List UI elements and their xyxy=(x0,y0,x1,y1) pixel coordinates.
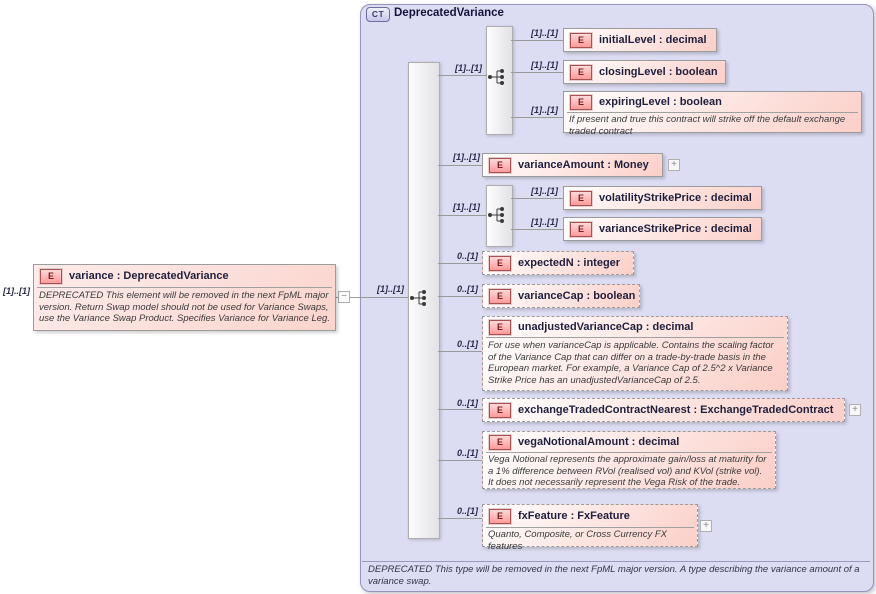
element-icon: E xyxy=(489,289,511,304)
cardinality-label: 0..[1] xyxy=(456,448,478,458)
element-icon: E xyxy=(570,65,592,80)
annotation-text: If present and true this contract will strike off the default exchange traded contract xyxy=(569,114,846,137)
element-icon: E xyxy=(489,320,511,335)
cardinality-label: [1]..[1] xyxy=(453,202,480,212)
element-icon: E xyxy=(570,95,592,110)
element-icon: E xyxy=(570,222,592,237)
complex-type-annotation: DEPRECATED This type will be removed in the next FpML major version. A type describing the variance amount of a variance swap. xyxy=(368,564,860,587)
cardinality-label: 0..[1] xyxy=(456,506,478,516)
element-varianceStrikePrice[interactable] xyxy=(563,217,762,241)
connector-line xyxy=(438,165,482,166)
element-label: unadjustedVarianceCap : decimal xyxy=(518,321,694,333)
connector-line xyxy=(511,198,563,199)
connector-line xyxy=(438,263,482,264)
element-icon: E xyxy=(570,191,592,206)
sequence-icon xyxy=(487,205,509,225)
element-label: volatilityStrikePrice : decimal xyxy=(599,192,752,204)
connector-line xyxy=(511,229,563,230)
element-expectedN[interactable] xyxy=(482,251,634,275)
complex-type-title: DeprecatedVariance xyxy=(394,7,504,19)
cardinality-label: [1]..[1] xyxy=(3,286,30,296)
annotation-text: Quanto, Composite, or Cross Currency FX features xyxy=(488,529,667,552)
expand-toggle[interactable]: + xyxy=(700,520,712,532)
cardinality-label: 0..[1] xyxy=(456,339,478,349)
cardinality-label: [1]..[1] xyxy=(531,60,558,70)
element-unadjustedVarianceCap[interactable] xyxy=(482,316,788,391)
element-vegaNotionalAmount[interactable] xyxy=(482,431,776,489)
connector-line xyxy=(438,296,482,297)
cardinality-label: [1]..[1] xyxy=(531,28,558,38)
cardinality-label: 0..[1] xyxy=(456,251,478,261)
element-initialLevel[interactable] xyxy=(563,28,717,52)
element-label: initialLevel : decimal xyxy=(599,34,707,46)
element-label: varianceStrikePrice : decimal xyxy=(599,223,752,235)
element-volatilityStrikePrice[interactable] xyxy=(563,186,762,210)
connector-line xyxy=(438,75,486,76)
expand-toggle[interactable]: + xyxy=(849,404,861,416)
element-fxFeature[interactable] xyxy=(482,504,698,552)
element-label: exchangeTradedContractNearest : ExchangeTradedContract xyxy=(518,404,834,416)
annotation-text: For use when varianceCap is applicable. Contains the scaling factor of the Variance Cap that can differ on a trade-by-trade basis in the European market. For example, a Variance Cap of 2.5^2 x Variance Strike Price has an unadjustedVarianceCap of 2.5. xyxy=(488,340,774,386)
expand-toggle[interactable]: + xyxy=(668,159,680,171)
sequence-icon xyxy=(487,67,509,87)
cardinality-label: [1]..[1] xyxy=(531,217,558,227)
cardinality-label: [1]..[1] xyxy=(455,63,482,73)
element-icon: E xyxy=(489,509,511,524)
connector-line xyxy=(511,117,563,118)
sequence-icon xyxy=(409,288,431,308)
connector-line xyxy=(511,72,563,73)
element-label: expectedN : integer xyxy=(518,257,621,269)
element-label: fxFeature : FxFeature xyxy=(518,510,630,522)
connector-line xyxy=(438,215,486,216)
element-label: expiringLevel : boolean xyxy=(599,96,722,108)
element-icon: E xyxy=(489,403,511,418)
connector-line xyxy=(438,351,482,352)
collapse-toggle[interactable]: − xyxy=(338,291,350,303)
element-label: closingLevel : boolean xyxy=(599,66,718,78)
cardinality-label: 0..[1] xyxy=(456,284,478,294)
cardinality-label: 0..[1] xyxy=(456,398,478,408)
annotation-text: DEPRECATED This element will be removed in the next FpML major version. Return Swap model should not be used for Variance Swaps, use the Variance Swap Product. Specifies Variance for Variance Leg. xyxy=(39,290,330,324)
cardinality-label: [1]..[1] xyxy=(453,152,480,162)
element-label: variance : DeprecatedVariance xyxy=(69,270,229,282)
element-expiringLevel[interactable] xyxy=(563,91,862,137)
element-closingLevel[interactable] xyxy=(563,60,726,84)
complex-type-icon: CT xyxy=(366,7,390,22)
element-icon: E xyxy=(489,158,511,173)
connector-line xyxy=(438,518,482,519)
element-variance[interactable] xyxy=(33,264,336,331)
connector-line xyxy=(438,460,482,461)
element-varianceCap[interactable] xyxy=(482,284,640,308)
connector-line xyxy=(511,40,563,41)
footer-divider xyxy=(362,561,870,562)
cardinality-label: [1]..[1] xyxy=(531,105,558,115)
annotation-text: Vega Notional represents the approximate gain/loss at maturity for a 1% difference between RVol (realised vol) and KVol (strike vol). It does not necessarily represent the Vega Risk of the trade. xyxy=(488,454,767,488)
element-label: varianceCap : boolean xyxy=(518,290,636,302)
element-icon: E xyxy=(570,33,592,48)
cardinality-label: [1]..[1] xyxy=(377,284,404,294)
element-icon: E xyxy=(40,269,62,284)
element-label: vegaNotionalAmount : decimal xyxy=(518,436,680,448)
connector-line xyxy=(438,409,482,410)
element-icon: E xyxy=(489,256,511,271)
element-icon: E xyxy=(489,435,511,450)
cardinality-label: [1]..[1] xyxy=(531,186,558,196)
element-varianceAmount[interactable] xyxy=(482,153,663,177)
element-label: varianceAmount : Money xyxy=(518,159,649,171)
element-exchangeTradedContractNearest[interactable] xyxy=(482,398,845,422)
